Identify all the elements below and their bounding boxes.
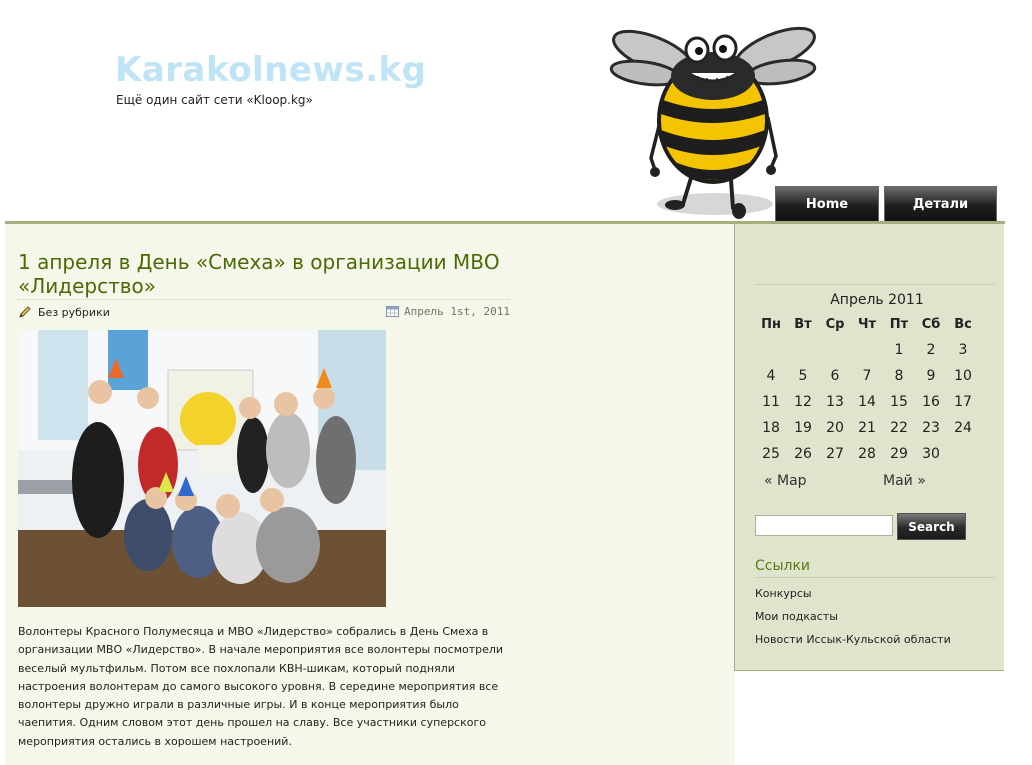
pencil-icon — [18, 305, 32, 319]
post-category — [18, 305, 110, 319]
calendar-day: 24 — [954, 420, 972, 436]
link-item[interactable]: Новости Иссык-Кульской области — [755, 633, 951, 646]
weekday-label: Пт — [889, 316, 909, 332]
calendar-day: 15 — [890, 394, 908, 410]
calendar-week — [755, 389, 999, 415]
site-tagline: Ещё один сайт сети «Kloop.kg» — [116, 93, 313, 107]
calendar-day: 8 — [894, 368, 904, 384]
calendar-day: 26 — [794, 446, 812, 462]
calendar-day: 28 — [858, 446, 876, 462]
post-title-link[interactable]: 1 апреля в День «Смеха» в организации МВО «Лидерство» — [18, 250, 500, 298]
calendar-widget — [755, 289, 999, 495]
calendar-day: 30 — [922, 446, 940, 462]
search-input[interactable] — [755, 515, 893, 536]
post-photo[interactable] — [18, 330, 386, 607]
calendar-caption: Апрель 2011 — [830, 292, 924, 308]
calendar-week — [755, 441, 999, 467]
calendar-day: 18 — [762, 420, 780, 436]
calendar-day: 3 — [958, 342, 968, 358]
calendar-day: 20 — [826, 420, 844, 436]
calendar-day: 19 — [794, 420, 812, 436]
sidebar-divider — [755, 284, 995, 285]
post-meta — [18, 299, 510, 322]
search-button[interactable]: Search — [897, 513, 966, 540]
calendar-next-month-link[interactable]: Май » — [883, 473, 926, 489]
post-body-text: Волонтеры Красного Полумесяца и МВО «Лидерство» собрались в День Смеха в организации МВО «Лидерство». В начале мероприятия все волонтеры посмотрели веселый мультфильм. Потом все похлопали КВН-шикам, который подняли настроения волонтерам до самого высокого уровня. В середине мероприятия все волонтеры дружно играли в различные игры. И в конце мероприятия было чаепития. Одним словом этот день прошел на славу. Все участники суперского мероприятия остались в хорошем настроений. — [18, 625, 504, 748]
calendar-day: 25 — [762, 446, 780, 462]
calendar-weekdays — [755, 311, 999, 337]
calendar-day[interactable]: 1 — [894, 342, 904, 358]
calendar-day: 7 — [862, 368, 872, 384]
post-date-text: Апрель 1st, 2011 — [404, 305, 510, 318]
weekday-label: Сб — [921, 316, 941, 332]
calendar-week — [755, 363, 999, 389]
calendar-day: 21 — [858, 420, 876, 436]
weekday-label: Пн — [761, 316, 781, 332]
calendar-week — [755, 337, 999, 363]
calendar-day: 4 — [766, 368, 776, 384]
links-list — [755, 585, 995, 654]
links-heading: Ссылки — [755, 558, 995, 578]
category-link[interactable]: Без рубрики — [38, 305, 110, 319]
calendar-day: 2 — [926, 342, 936, 358]
calendar-day: 29 — [890, 446, 908, 462]
calendar-day: 6 — [830, 368, 840, 384]
calendar-prev-month-link[interactable]: « Мар — [764, 473, 807, 489]
calendar-nav — [755, 467, 999, 495]
main-nav — [775, 186, 1002, 222]
sidebar — [734, 224, 1004, 671]
calendar-day: 17 — [954, 394, 972, 410]
calendar-day: 12 — [794, 394, 812, 410]
link-item[interactable]: Мои подкасты — [755, 610, 838, 623]
nav-details-button[interactable]: Детали — [884, 186, 997, 222]
weekday-label: Вт — [794, 316, 812, 332]
calendar-day: 23 — [922, 420, 940, 436]
calendar-week — [755, 415, 999, 441]
post-date — [386, 305, 510, 318]
calendar-day: 22 — [890, 420, 908, 436]
calendar-day: 5 — [798, 368, 808, 384]
calendar-icon — [386, 306, 399, 317]
weekday-label: Вс — [954, 316, 972, 332]
calendar-day: 16 — [922, 394, 940, 410]
weekday-label: Ср — [825, 316, 845, 332]
calendar-day: 9 — [926, 368, 936, 384]
calendar-day: 10 — [954, 368, 972, 384]
calendar-day: 14 — [858, 394, 876, 410]
link-item[interactable]: Конкурсы — [755, 587, 812, 600]
calendar-day: 27 — [826, 446, 844, 462]
nav-home-button[interactable]: Home — [775, 186, 879, 222]
calendar-day: 13 — [826, 394, 844, 410]
weekday-label: Чт — [857, 316, 877, 332]
site-title-link[interactable]: Karakolnews.kg — [115, 50, 427, 90]
site-header — [0, 0, 1032, 223]
main-content — [5, 224, 735, 765]
calendar-day: 11 — [762, 394, 780, 410]
